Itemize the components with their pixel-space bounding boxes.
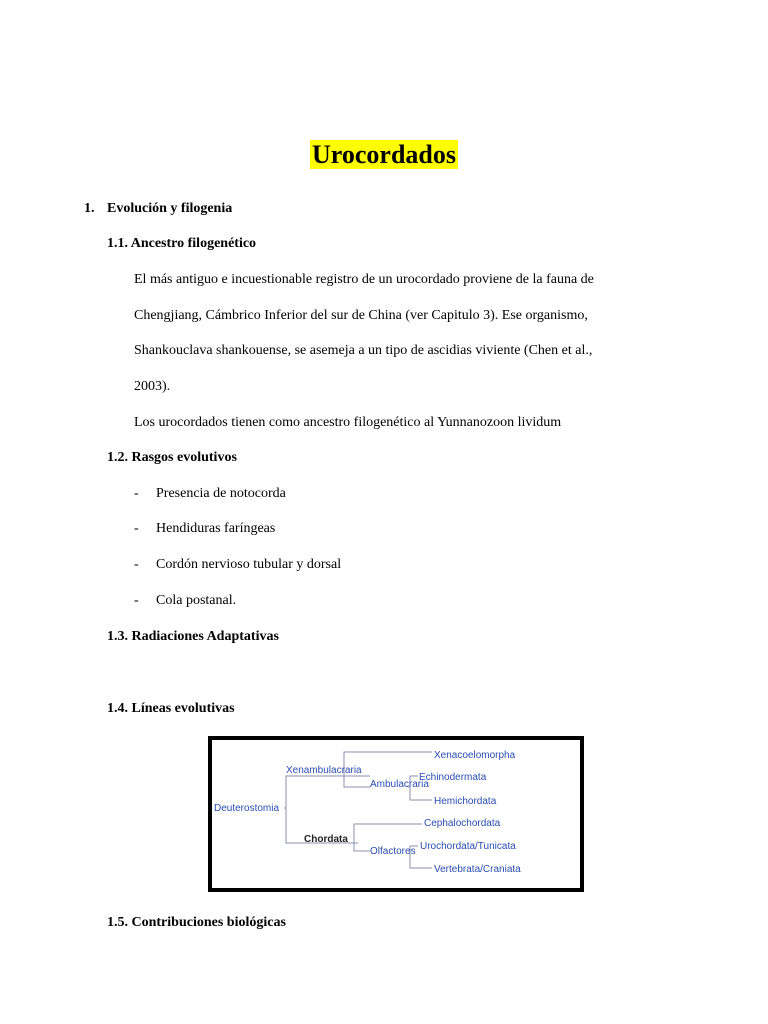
section-1-2-heading: 1.2. Rasgos evolutivos <box>107 450 237 465</box>
tree-label-xenacoelomorpha: Xenacoelomorpha <box>434 750 516 761</box>
tree-edge <box>284 776 370 808</box>
paragraph-ancestor: Los urocordados tienen como ancestro filogenético al Yunnanozoon lividum <box>134 415 562 430</box>
list-item: Cordón nervioso tubular y dorsal <box>156 557 342 572</box>
tree-label-xenambulacraria: Xenambulacraria <box>286 765 362 776</box>
tree-edge <box>286 808 304 843</box>
tree-label-vertebrata: Vertebrata/Craniata <box>434 864 521 875</box>
tree-label-root: Deuterostomia <box>214 803 280 814</box>
tree-label-hemichordata: Hemichordata <box>434 796 497 807</box>
paragraph-line: 2003). <box>134 379 171 394</box>
list-item: Hendiduras faríngeas <box>156 521 276 536</box>
section-1-heading: Evolución y filogenia <box>107 201 233 216</box>
tree-edge <box>352 824 422 843</box>
title-text: Urocordados <box>312 140 456 169</box>
list-item: Cola postanal. <box>156 593 237 608</box>
bullet-dash: - <box>134 557 139 572</box>
bullet-dash: - <box>134 521 139 536</box>
paragraph-line: Chengjiang, Cámbrico Inferior del sur de China (ver Capitulo 3). Ese organismo, <box>134 308 588 323</box>
tree-label-ambulacraria: Ambulacraria <box>370 779 429 790</box>
bullet-dash: - <box>134 593 139 608</box>
bullet-dash: - <box>134 486 139 501</box>
tree-label-urochordata: Urochordata/Tunicata <box>420 841 516 852</box>
section-1-4-heading: 1.4. Líneas evolutivas <box>107 701 235 716</box>
tree-edge <box>354 843 370 851</box>
tree-label-chordata: Chordata <box>304 834 348 845</box>
phylogeny-figure <box>208 736 584 892</box>
section-1-3-heading: 1.3. Radiaciones Adaptativas <box>107 629 279 644</box>
paragraph-line: El más antiguo e incuestionable registro de un urocordado proviene de la fauna de <box>134 272 594 287</box>
tree-edge <box>344 776 370 787</box>
paragraph-line: Shankouclava shankouense, se asemeja a un tipo de ascidias viviente (Chen et al., <box>134 343 593 358</box>
tree-label-echinodermata: Echinodermata <box>419 772 487 783</box>
section-1-5-heading: 1.5. Contribuciones biológicas <box>107 915 286 930</box>
phylogeny-tree <box>212 740 580 888</box>
tree-label-olfactores: Olfactores <box>370 846 416 857</box>
list-item: Presencia de notocorda <box>156 486 286 501</box>
document-title <box>0 138 768 172</box>
tree-label-cephalochordata: Cephalochordata <box>424 818 501 829</box>
section-1-number: 1. <box>84 201 95 216</box>
section-1-1-heading: 1.1. Ancestro filogenético <box>107 236 257 251</box>
